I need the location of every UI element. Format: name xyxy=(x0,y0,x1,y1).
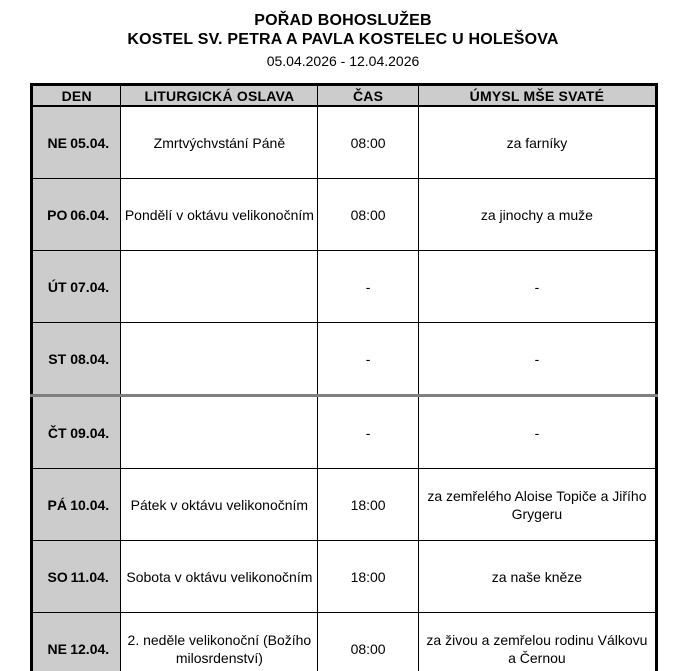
intention-cell: za živou a zemřelou rodinu Válkovu a Černou xyxy=(418,613,656,671)
day-date: 11.04. xyxy=(70,568,109,585)
time-cell: 08:00 xyxy=(318,613,418,671)
intention-cell: za naše kněze xyxy=(418,541,656,613)
day-cell xyxy=(32,323,121,396)
intention-cell: za farníky xyxy=(418,106,656,179)
day-cell xyxy=(32,251,121,323)
intention-cell: za zemřelého Aloise Topiče a Jiřího Grygeru xyxy=(418,469,656,541)
day-abbr: ÚT xyxy=(47,278,67,295)
time-cell: 18:00 xyxy=(318,469,418,541)
table-row xyxy=(32,251,657,323)
day-abbr: NE xyxy=(47,134,67,151)
intention-cell: - xyxy=(418,396,656,469)
day-abbr: NE xyxy=(47,640,67,657)
day-date: 10.04. xyxy=(70,496,110,513)
liturgy-cell: Pondělí v oktávu velikonočním xyxy=(121,179,318,251)
day-date: 07.04. xyxy=(70,278,110,295)
day-cell xyxy=(32,613,121,671)
time-cell: 18:00 xyxy=(318,541,418,613)
liturgy-cell xyxy=(121,323,318,396)
day-date: 09.04. xyxy=(70,424,110,441)
page-title: POŘAD BOHOSLUŽEB xyxy=(254,12,432,29)
time-cell: - xyxy=(318,251,418,323)
title-block xyxy=(0,0,686,70)
table-row xyxy=(32,541,657,613)
day-date: 08.04. xyxy=(70,350,110,367)
day-cell xyxy=(32,179,121,251)
intention-cell: - xyxy=(418,323,656,396)
table-row xyxy=(32,396,657,469)
day-cell xyxy=(32,106,121,179)
liturgy-cell: 2. neděle velikonoční (Božího milosrdenství) xyxy=(121,613,318,671)
table-row xyxy=(32,179,657,251)
day-cell xyxy=(32,396,121,469)
header-intention: ÚMYSL MŠE SVATÉ xyxy=(418,85,656,107)
day-date: 12.04. xyxy=(70,640,110,657)
liturgy-cell xyxy=(121,251,318,323)
intention-cell: za jinochy a muže xyxy=(418,179,656,251)
table-row xyxy=(32,106,657,179)
time-cell: - xyxy=(318,323,418,396)
day-date: 05.04. xyxy=(70,134,110,151)
day-abbr: PO xyxy=(47,206,68,223)
day-date: 06.04. xyxy=(70,206,110,223)
header-time: ČAS xyxy=(318,85,418,107)
table-row xyxy=(32,613,657,671)
header-row xyxy=(32,85,657,107)
liturgy-cell: Pátek v oktávu velikonočním xyxy=(121,469,318,541)
day-abbr: SO xyxy=(47,568,68,585)
liturgy-cell: Sobota v oktávu velikonočním xyxy=(121,541,318,613)
date-range: 05.04.2026 - 12.04.2026 xyxy=(266,53,420,69)
time-cell: 08:00 xyxy=(318,106,418,179)
header-liturgy: LITURGICKÁ OSLAVA xyxy=(121,85,318,107)
table-row xyxy=(32,469,657,541)
liturgy-cell xyxy=(121,396,318,469)
table-row xyxy=(32,323,657,396)
header-day: DEN xyxy=(32,85,121,107)
time-cell: - xyxy=(318,396,418,469)
time-cell: 08:00 xyxy=(318,179,418,251)
day-cell xyxy=(32,469,121,541)
intention-cell: - xyxy=(418,251,656,323)
day-abbr: ST xyxy=(48,350,67,367)
church-name: KOSTEL SV. PETRA A PAVLA KOSTELEC U HOLEŠOVA xyxy=(127,31,559,48)
liturgy-cell: Zmrtvýchvstání Páně xyxy=(121,106,318,179)
schedule-table xyxy=(30,83,658,671)
day-cell xyxy=(32,541,121,613)
day-abbr: ČT xyxy=(47,424,67,441)
day-abbr: PÁ xyxy=(47,496,67,513)
